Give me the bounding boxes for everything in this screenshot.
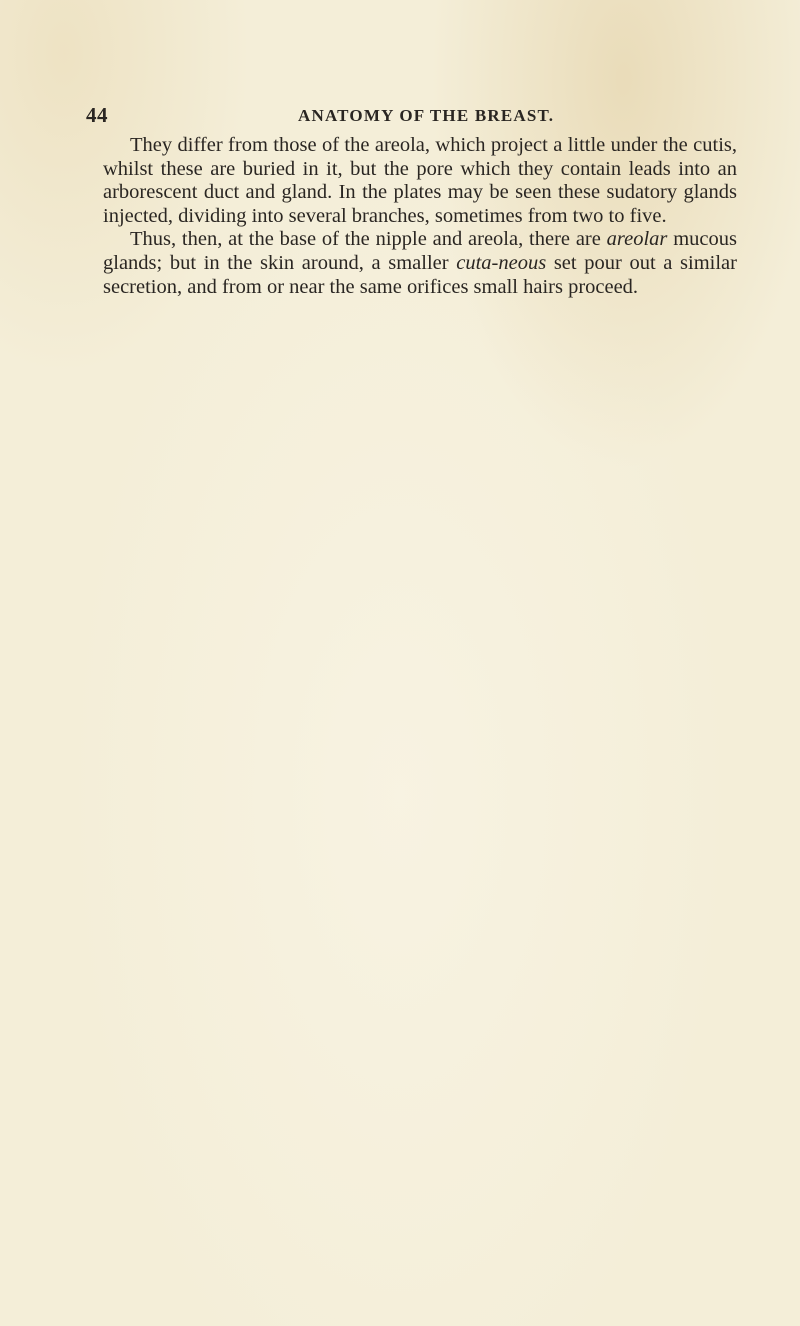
paragraph-1: They differ from those of the areola, which project a little under the cutis, whilst these are buried in it, but the pore which they contain leads into an arborescent duct and gland. In the plates may be seen these sudatory glands injected, dividing into several branches, sometimes from two to five. bbox=[103, 134, 737, 227]
running-head bbox=[86, 103, 726, 131]
term-cutaneous: cuta-neous bbox=[456, 251, 547, 274]
running-title: ANATOMY OF THE BREAST. bbox=[298, 106, 555, 125]
paragraph-2 bbox=[103, 228, 737, 299]
paragraph-2-part-1: Thus, then, at the base of the nipple and areola, there are bbox=[130, 228, 607, 251]
body-text bbox=[103, 134, 737, 299]
paragraph-2-part-3: set pour out a similar secretion, and from or near the same orifices small hairs proceed. bbox=[103, 251, 737, 298]
term-areolar: areolar bbox=[606, 228, 668, 251]
paragraph-2-part-2: mucous glands; but in the skin around, a smaller bbox=[103, 228, 737, 274]
page-number: 44 bbox=[86, 103, 108, 127]
